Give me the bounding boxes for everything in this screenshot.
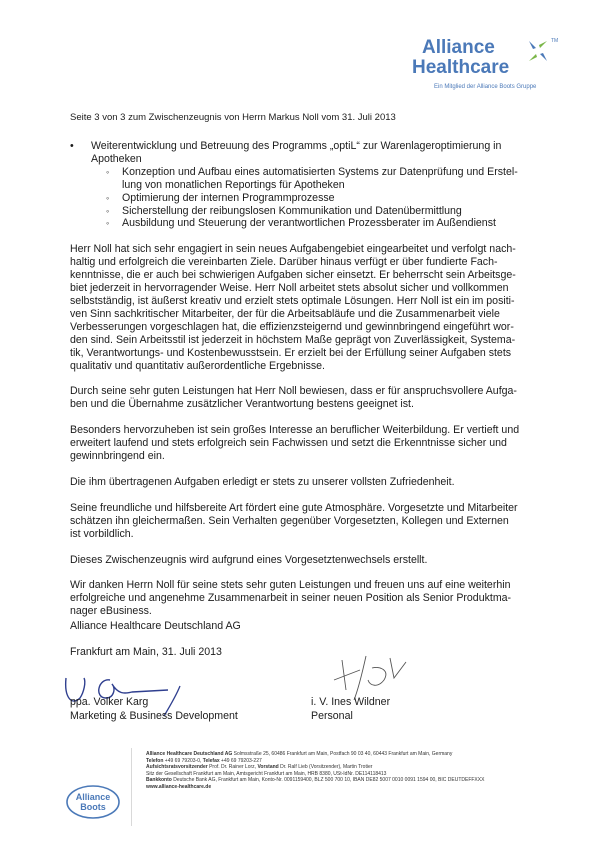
logo-wordmark <box>412 38 509 78</box>
star-logo-icon <box>525 38 551 64</box>
paragraph <box>70 385 550 411</box>
paragraph-line: Herr Noll hat sich sehr engagiert in sein neues Aufgabengebiet eingearbeitet und verfolgt nach- <box>70 243 516 256</box>
sub-bullet-icon: ◦ <box>106 166 110 177</box>
paragraph-line: erfolgreiche und angenehme Zusammenarbeit in seiner neuen Position als Senior Produktma- <box>70 592 512 605</box>
footer-bold: Vorstand <box>257 764 279 770</box>
paragraph-line: tik, Verantwortungs- und Kostenbewusstsein. Er erzielt bei der Erfüllung seiner Aufgaben stets <box>70 346 512 359</box>
place-date: Frankfurt am Main, 31. Juli 2013 <box>70 646 222 658</box>
sub-bullet-line: lung von monatlichen Reportings für Apotheken <box>122 178 345 191</box>
logo-trademark: TM <box>551 38 559 44</box>
footer-bold: Bankkonto <box>146 777 172 783</box>
bullet-line: Weiterentwicklung und Betreuung des Programms „optiL“ zur Warenlageroptimierung in <box>91 140 502 152</box>
sub-bullet-line: Konzeption und Aufbau eines automatisierten Systems zur Datenprüfung und Erstel- <box>122 165 518 178</box>
paragraph-line: ben und die Übernahme zusätzlicher Verantwortung bestens geeignet ist. <box>70 398 414 411</box>
paragraph-line: erweitert laufend und stets erfolgreich sein Fachwissen und setzt die Erkenntnisse sicher und <box>70 437 507 450</box>
footer-text: Deutsche Bank AG, Frankfurt am Main, Konto-Nr. 0091159400, BLZ 500 700 10, IBAN DE82 5007 0010 0091 1594 00, BIC DEUTDEFFXXX <box>171 777 485 783</box>
paragraph-line: Durch seine sehr guten Leistungen hat Herr Noll bewiesen, dass er für anspruchsvollere Aufga- <box>70 385 517 398</box>
company-name: Alliance Healthcare Deutschland AG <box>70 620 241 632</box>
footer-text: Dr. Ralf Lieb (Vorsitzender), Martin Trotier <box>278 764 373 770</box>
sub-bullet <box>70 205 550 218</box>
signer-right <box>311 695 390 723</box>
paragraph <box>70 502 550 541</box>
footer-website: www.alliance-healthcare.de <box>146 783 212 790</box>
main-bullet <box>70 140 550 166</box>
footer-logo-line-1: Alliance <box>75 792 111 802</box>
bullet-line: Apotheken <box>91 152 142 165</box>
page-header: Seite 3 von 3 zum Zwischenzeugnis von Herrn Markus Noll vom 31. Juli 2013 <box>70 112 396 123</box>
footer-bold: Aufsichtsratsvorsitzender <box>146 764 208 770</box>
sub-bullet-icon: ◦ <box>106 218 110 229</box>
signer-left-name: ppa. Volker Karg <box>70 696 149 708</box>
footer-bold: Alliance Healthcare Deutschland AG <box>146 751 233 757</box>
sub-bullet-line: Sicherstellung der reibungslosen Kommunikation und Datenübermittlung <box>122 204 462 217</box>
sub-bullet-icon: ◦ <box>106 205 110 216</box>
logo-subtitle: Ein Mitglied der Alliance Boots Gruppe <box>434 84 537 90</box>
sub-bullet <box>70 192 550 205</box>
paragraph-line: Besonders hervorzuheben ist sein großes Interesse an beruflicher Weiterbildung. Er vertieft und <box>70 424 520 437</box>
footer-line: Sitz der Gesellschaft Frankfurt am Main, Amtsgericht Frankfurt am Main, HRB 8380, USt-IdNr. DE114118413 <box>146 770 387 777</box>
paragraph <box>70 424 550 463</box>
footer-text: Prof. Dr. Rainer Lorz, <box>207 764 258 770</box>
paragraph-line: nager eBusiness. <box>70 605 152 618</box>
sub-bullet <box>70 217 550 230</box>
footer-text: +49 69 79203-0, <box>163 757 203 764</box>
footer-text: +49 69 79203-227 <box>219 757 262 764</box>
signer-left-role: Marketing & Business Development <box>70 710 238 722</box>
paragraphs <box>70 243 550 618</box>
paragraph-line: Dieses Zwischenzeugnis wird aufgrund eines Vorgesetztenwechsels erstellt. <box>70 553 428 566</box>
paragraph-line: Verbesserungen vorgeschlagen hat, die effizienzsteigernd und gewinnbringend eingeführt wor- <box>70 320 514 333</box>
paragraph-line: biet jederzeit in hervorragender Weise. Herr Noll arbeitet stets absolut sicher und vollkommen <box>70 282 509 295</box>
footer <box>146 751 566 790</box>
paragraph <box>70 579 550 618</box>
paragraph-line: selbstständig, ist äußerst kreativ und erzielt stets optimale Lösungen. Herr Noll ist ein im positi- <box>70 294 515 307</box>
sub-bullet-line: Ausbildung und Steuerung der verantwortlichen Prozessberater im Außendienst <box>122 217 496 230</box>
letter-body <box>70 140 550 618</box>
signer-right-name: i. V. Ines Wildner <box>311 696 391 708</box>
paragraph-line: ist vorbildlich. <box>70 527 134 540</box>
signer-right-role: Personal <box>311 710 353 722</box>
paragraph-line: schätzen ihn gleichermaßen. Sein Verhalten gegenüber Vorgesetzten, Kollegen und Externen <box>70 514 509 527</box>
paragraph-line: gewinnbringend ein. <box>70 450 165 463</box>
sub-bullet-icon: ◦ <box>106 192 110 203</box>
alliance-healthcare-logo <box>412 38 562 108</box>
paragraph <box>70 476 550 489</box>
paragraph <box>70 554 550 567</box>
paragraph-line: qualitativ und quantitativ außerordentliche Ergebnisse. <box>70 359 325 372</box>
logo-line-1: Alliance <box>422 37 495 58</box>
alliance-boots-logo <box>66 781 120 823</box>
footer-text: Solmsstraße 25, 60486 Frankfurt am Main, Postfach 90 03 40, 60443 Frankfurt am Main, Germany <box>232 751 453 757</box>
paragraph-line: kenntnisse, die er auch bei schwierigen Aufgaben sicher einsetzt. Er beherrscht sein Arbeitsge- <box>70 269 516 282</box>
footer-bold: Telefax <box>202 757 220 764</box>
paragraph-line: ven Sinn sachkritischer Mitarbeiter, der für die Arbeitsabläufe und die Zusammenarbeit viele <box>70 307 500 320</box>
sub-bullet-line: Optimierung der internen Programmprozesse <box>122 191 335 204</box>
paragraph <box>70 243 550 372</box>
paragraph-line: Die ihm übertragenen Aufgaben erledigt er stets zu unserer vollsten Zufriedenheit. <box>70 475 455 488</box>
closing-block <box>70 620 550 659</box>
paragraph-line: haltig und erfolgreich die vereinbarten Ziele. Darüber hinaus verfügt er über fundierte Fach- <box>70 256 498 269</box>
signer-left <box>70 695 238 723</box>
bullet-icon: • <box>70 140 74 152</box>
paragraph-line: Seine freundliche und hilfsbereite Art fördert eine gute Atmosphäre. Vorgesetzte und Mitarbeiter <box>70 501 518 514</box>
paragraph-line: Wir danken Herrn Noll für seine stets sehr guten Leistungen und freuen uns auf eine weiterhin <box>70 579 511 592</box>
sub-bullet <box>70 166 550 192</box>
paragraph-line: den sind. Sein Arbeitsstil ist jederzeit in höchstem Maße geprägt von Zuverlässigkeit, Systema- <box>70 333 516 346</box>
footer-logo-line-2: Boots <box>80 802 106 812</box>
footer-divider <box>131 748 132 826</box>
footer-bold: Telefon <box>146 757 164 764</box>
logo-line-2: Healthcare <box>412 57 510 78</box>
